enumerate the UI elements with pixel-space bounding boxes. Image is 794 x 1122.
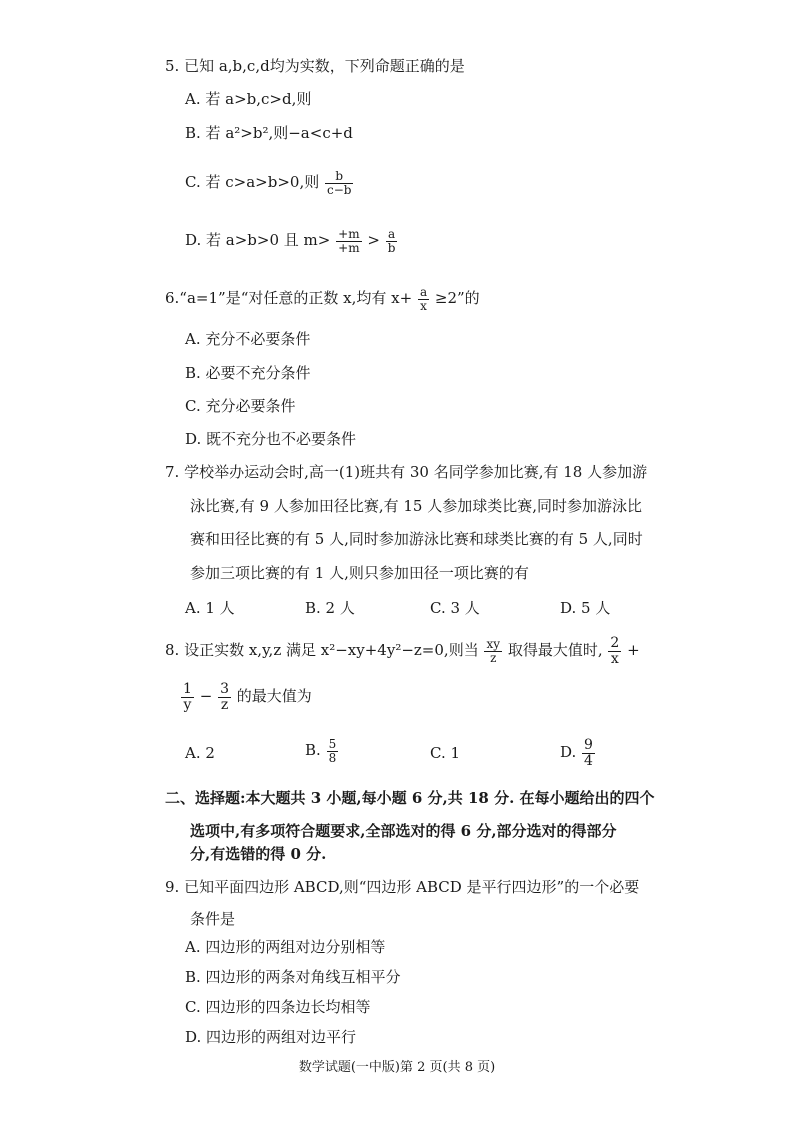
q5-option-b <box>185 124 353 142</box>
q6-option-a: A. 充分不必要条件 <box>185 330 311 348</box>
fraction-denominator: x <box>610 650 619 667</box>
q7-line-2: 泳比赛,有 9 人参加田径比赛,有 15 人参加球类比赛,同时参加游泳比 <box>190 497 643 515</box>
fraction-denominator: x <box>420 298 427 313</box>
q8-plus: + <box>627 641 640 660</box>
q8-line-2-text: 的最大值为 <box>236 687 312 706</box>
q8-option-a: A. 2 <box>185 744 215 762</box>
q7-option-a: A. 1 人 <box>185 599 235 617</box>
q5-option-d-fraction-2 <box>386 228 398 254</box>
q6-stem-text: 6.“a=1”是“对任意的正数 x,均有 x+ <box>165 289 413 308</box>
q6-option-b: B. 必要不充分条件 <box>185 364 311 382</box>
q6-stem <box>165 286 480 312</box>
q9-option-d: D. 四边形的两组对边平行 <box>185 1028 357 1046</box>
q5-option-b-text: B. 若 a²>b²,则−a< <box>185 124 323 142</box>
q7-line-1: 7. 学校举办运动会时,高一(1)班共有 30 名同学参加比赛,有 18 人参加游 <box>165 463 648 481</box>
q6-stem-fraction <box>418 286 429 312</box>
section-2-line-2: 选项中,有多项符合题要求,全部选对的得 6 分,部分选对的得部分 <box>190 822 617 840</box>
q9-option-a: A. 四边形的两组对边分别相等 <box>185 938 386 956</box>
q5-option-c-text: C. 若 c>a>b>0,则 <box>185 173 320 192</box>
q8-fraction-xy-z <box>484 638 502 664</box>
fraction-numerator: a <box>386 228 398 242</box>
page-footer: 数学试题(一中版)第 2 页(共 8 页) <box>298 1060 496 1075</box>
q8-option-c: C. 1 <box>430 744 461 762</box>
q5-option-d-text: D. 若 a>b>0 且 m> <box>185 231 331 250</box>
section-2-heading: 二、选择题:本大题共 3 小题,每小题 6 分,共 18 分. 在每小题给出的四个 <box>165 789 655 807</box>
section-2-line-3: 分,有选错的得 0 分. <box>190 845 327 863</box>
q8-fraction-3-z <box>218 682 231 712</box>
q8-option-d <box>560 738 596 768</box>
q7-option-c: C. 3 人 <box>430 599 480 617</box>
fraction-numerator: 5 <box>328 737 337 751</box>
q9-option-c: C. 四边形的四条边长均相等 <box>185 998 371 1016</box>
q8-option-b-label: B. <box>305 741 321 760</box>
q5-option-a: A. 若 a>b,c>d,则 <box>185 90 312 108</box>
q8-option-b <box>305 738 339 764</box>
q8-fraction-2-x <box>608 636 621 666</box>
q9-line-2: 条件是 <box>190 910 236 928</box>
fraction-numerator: +m <box>338 227 360 241</box>
fraction-numerator: 2 <box>610 635 620 651</box>
q6-option-d: D. 既不充分也不必要条件 <box>185 430 357 448</box>
q6-option-c: C. 充分必要条件 <box>185 397 296 415</box>
q8-line-1-text: 8. 设正实数 x,y,z 满足 x²−xy+4y²−z=0,则当 <box>165 641 479 660</box>
q5-option-d-gt: > <box>367 231 380 250</box>
q5-stem: 5. 已知 a,b,c,d均为实数，下列命题正确的是 <box>165 57 465 75</box>
fraction-numerator: b <box>325 170 353 184</box>
q5-option-d-fraction-1 <box>336 228 361 254</box>
q8-option-b-fraction <box>327 738 339 764</box>
q7-option-d: D. 5 人 <box>560 599 611 617</box>
q9-line-1: 9. 已知平面四边形 ABCD,则“四边形 ABCD 是平行四边形”的一个必要 <box>165 878 640 896</box>
fraction-denominator: b <box>387 240 396 255</box>
q8-minus: − <box>199 687 213 706</box>
q8-fraction-1-y <box>181 682 194 712</box>
q9-option-b: B. 四边形的两条对角线互相平分 <box>185 968 401 986</box>
fraction-denominator: c−b <box>327 182 352 197</box>
q7-line-4: 参加三项比赛的有 1 人,则只参加田径一项比赛的有 <box>190 564 529 582</box>
fraction-denominator: 4 <box>584 752 593 769</box>
q7-line-3: 赛和田径比赛的有 5 人,同时参加游泳比赛和球类比赛的有 5 人,同时 <box>190 530 643 548</box>
q8-option-d-label: D. <box>560 743 577 762</box>
fraction-numerator: 3 <box>220 681 229 697</box>
fraction-denominator: z <box>220 696 229 713</box>
fraction-numerator: 1 <box>183 681 192 697</box>
q8-line-2 <box>180 682 312 712</box>
fraction-denominator: +m <box>338 240 360 255</box>
q8-line-1-mid: 取得最大值时, <box>507 641 603 660</box>
fraction-denominator: 8 <box>328 750 337 765</box>
fraction-numerator: a <box>419 285 428 299</box>
q5-option-c-fraction <box>325 170 353 196</box>
q7-option-b: B. 2 人 <box>305 599 355 617</box>
fraction-denominator: z <box>490 650 497 665</box>
fraction-numerator: xy <box>486 637 501 652</box>
fraction-numerator: 9 <box>584 737 593 753</box>
q5-option-c <box>185 170 354 196</box>
fraction-denominator: y <box>183 696 192 713</box>
q5-option-b-expr: c+d <box>322 124 353 142</box>
q6-stem-tail: ≥2”的 <box>434 289 480 308</box>
q8-option-d-fraction <box>582 738 595 768</box>
q5-option-d <box>185 228 398 254</box>
q8-line-1 <box>165 636 640 666</box>
